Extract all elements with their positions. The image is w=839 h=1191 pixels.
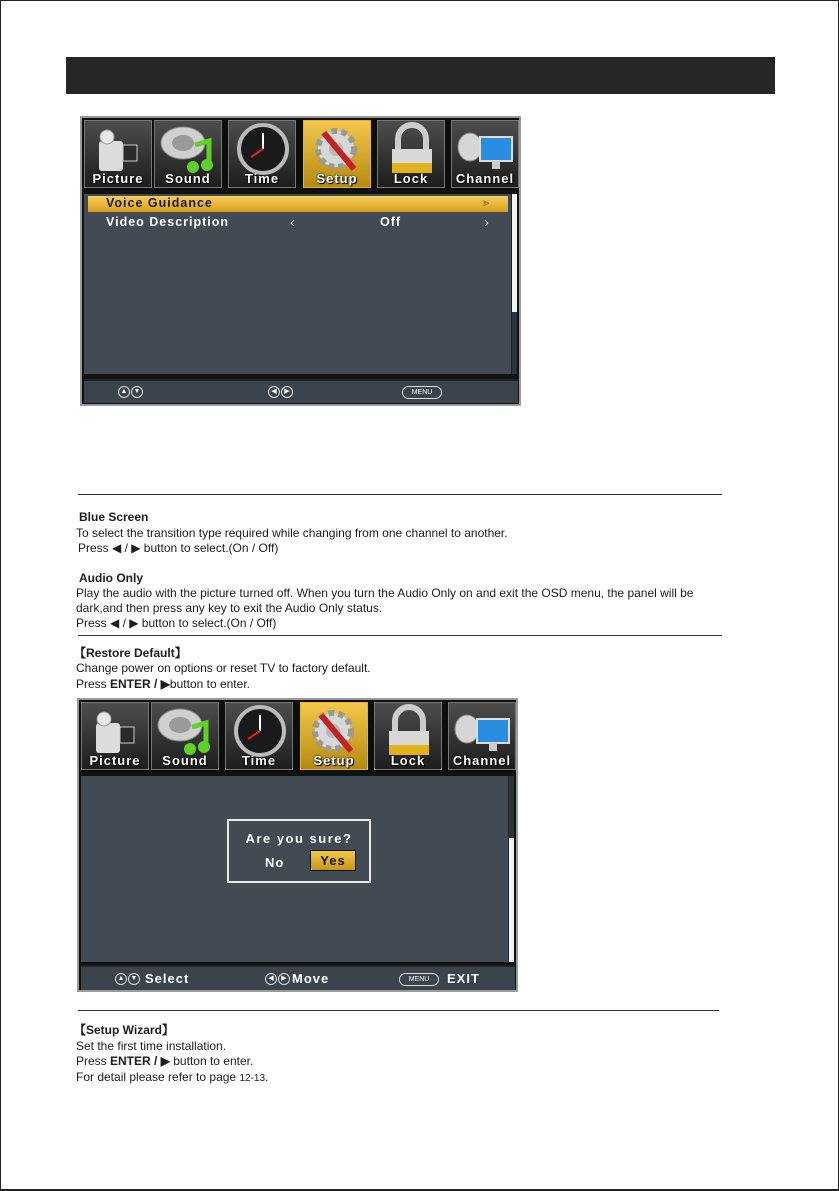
- enter-key-label: ENTER / ▶: [110, 677, 170, 691]
- divider: [78, 494, 722, 495]
- header-bar: [66, 57, 775, 94]
- blue-screen-desc: To select the transition type required while changing from one channel to another.: [76, 526, 508, 540]
- up-down-key-icon: ▲ ▼: [115, 973, 140, 985]
- tab-label: Setup: [316, 171, 358, 186]
- menu-key-icon: MENU: [399, 973, 439, 986]
- tab-time[interactable]: [225, 702, 293, 770]
- tab-label: Sound: [162, 753, 208, 768]
- menu-tab-bar: [79, 700, 516, 772]
- press-prefix: Press: [76, 677, 111, 691]
- osd-restore-dialog: [77, 698, 518, 992]
- tab-setup[interactable]: [300, 702, 368, 770]
- osd-setup-menu: [80, 116, 521, 406]
- setup-wizard-press: [76, 1054, 253, 1069]
- enter-key-label: ENTER / ▶: [110, 1054, 170, 1068]
- footer-exit-label: EXIT: [447, 971, 480, 986]
- tab-label: Time: [241, 753, 277, 768]
- tab-channel[interactable]: [448, 702, 516, 770]
- chevron-left-icon[interactable]: ‹: [290, 214, 295, 231]
- tab-sound[interactable]: [151, 702, 219, 770]
- tab-label: Sound: [165, 171, 211, 186]
- audio-only-press: Press ◀ / ▶ button to select.(On / Off): [76, 616, 277, 630]
- blue-screen-press: Press ◀ / ▶ button to select.(On / Off): [78, 541, 279, 555]
- chevron-right-icon: ⪢: [483, 197, 490, 209]
- menu-item-voice-guidance[interactable]: Voice Guidance: [106, 196, 213, 210]
- menu-tab-bar: [82, 118, 519, 190]
- tab-picture[interactable]: [84, 120, 152, 188]
- restore-default-press: [76, 677, 250, 692]
- no-button[interactable]: No: [265, 855, 285, 870]
- restore-default-title: 【Restore Default】: [74, 646, 187, 660]
- restore-default-desc: Change power on options or reset TV to factory default.: [76, 661, 371, 675]
- tab-label: Lock: [393, 171, 429, 186]
- menu-footer: [81, 965, 515, 990]
- up-down-key-icon: ▲ ▼: [118, 386, 143, 398]
- tab-setup[interactable]: [303, 120, 371, 188]
- menu-key-icon: MENU: [402, 386, 442, 399]
- setup-wizard-desc: Set the first time installation.: [76, 1039, 227, 1053]
- audio-only-desc-line1: Play the audio with the picture turned off. When you turn the Audio Only on and exit the OSD menu, the panel will be: [76, 586, 694, 600]
- scroll-thumb[interactable]: [512, 194, 517, 312]
- scrollbar[interactable]: [511, 194, 517, 374]
- menu-footer: [84, 379, 518, 403]
- blue-screen-title: Blue Screen: [79, 510, 149, 524]
- left-right-key-icon: ◀ ▶: [265, 973, 290, 985]
- detail-suffix: .: [265, 1070, 269, 1084]
- scrollbar[interactable]: [508, 776, 514, 962]
- confirm-dialog: [227, 819, 371, 883]
- tab-label: Time: [244, 171, 280, 186]
- dialog-question: Are you sure?: [245, 831, 353, 846]
- tab-channel[interactable]: [451, 120, 519, 188]
- tab-time[interactable]: [228, 120, 296, 188]
- detail-prefix: For detail please refer to page: [76, 1070, 240, 1084]
- press-prefix: Press: [76, 1054, 111, 1068]
- tab-sound[interactable]: [154, 120, 222, 188]
- tab-label: Picture: [92, 171, 144, 186]
- setup-wizard-detail: [76, 1070, 268, 1086]
- chevron-right-icon[interactable]: ›: [484, 214, 489, 231]
- press-suffix: button to enter.: [169, 677, 250, 691]
- scroll-thumb[interactable]: [509, 838, 514, 962]
- video-description-value: Off: [380, 215, 402, 229]
- detail-pages: 12-13: [239, 1073, 266, 1084]
- setup-wizard-title: 【Setup Wizard】: [74, 1023, 174, 1037]
- yes-button[interactable]: Yes: [310, 850, 356, 871]
- left-right-key-icon: ◀ ▶: [268, 386, 293, 398]
- tab-label: Channel: [455, 171, 515, 186]
- tab-label: Setup: [313, 753, 355, 768]
- footer-move-label: Move: [292, 971, 330, 986]
- menu-item-video-description[interactable]: Video Description: [106, 215, 230, 229]
- divider: [78, 635, 722, 636]
- tab-lock[interactable]: [374, 702, 442, 770]
- audio-only-title: Audio Only: [79, 571, 143, 585]
- divider: [78, 1010, 719, 1011]
- footer-select-label: Select: [145, 971, 190, 986]
- tab-picture[interactable]: [81, 702, 149, 770]
- tab-lock[interactable]: [377, 120, 445, 188]
- press-suffix: button to enter.: [169, 1054, 254, 1068]
- audio-only-desc-line2: dark,and then press any key to exit the Audio Only status.: [76, 601, 383, 615]
- tab-label: Channel: [452, 753, 512, 768]
- tab-label: Lock: [390, 753, 426, 768]
- tab-label: Picture: [89, 753, 141, 768]
